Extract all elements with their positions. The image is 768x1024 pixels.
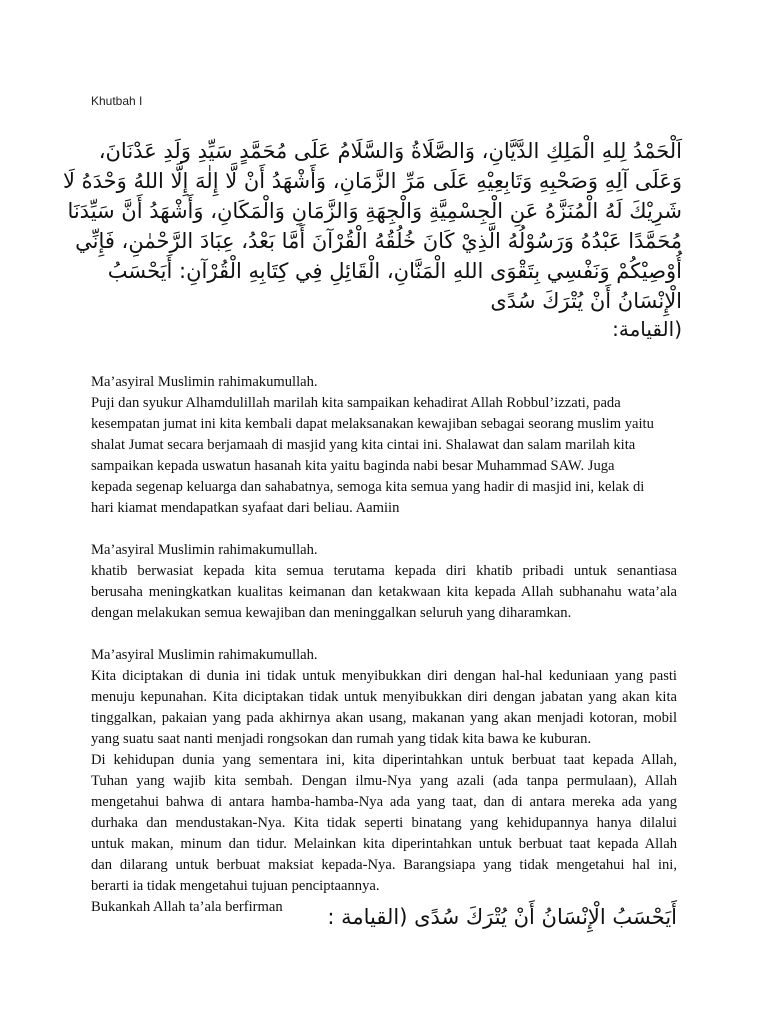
text-line: Bukankah Allah ta’ala berfirman (91, 899, 283, 915)
paragraph-purpose-of-creation (91, 645, 677, 918)
text-line: Ma’asyiral Muslimin rahimakumullah. (91, 374, 318, 390)
arabic-line: وَعَلَى آلِهِ وَصَحْبِهِ وَتَابِعِيْهِ عَلَى مَرِّ الزَّمَانِ، وَأَشْهَدُ أَنْ لَّا إِلٰهَ إِلَّا اللهُ وَحْدَهُ لَا (62, 169, 682, 193)
sermon-body (91, 372, 677, 939)
text-line: Ma’asyiral Muslimin rahimakumullah. (91, 647, 318, 663)
arabic-line: اَلْحَمْدُ لِلهِ الْمَلِكِ الدَّيَّانِ، وَالصَّلَاةُ وَالسَّلَامُ عَلَى مُحَمَّدٍ سَيِّدِ وَلَدِ عَدْنَانَ، (98, 139, 682, 163)
paragraph-opening-praise (91, 372, 677, 519)
arabic-line: مُحَمَّدًا عَبْدُهُ وَرَسُوْلُهُ الَّذِيْ كَانَ خُلُقُهُ الْقُرْآنَ أَمَّا بَعْدُ، عِبَادَ الرَّحْمٰنِ، فَإِنِّي (75, 229, 682, 253)
text-line: dan dilarang untuk berbuat maksiat kepada-Nya. Barangsiapa yang tidak mengetahui hal ini, (91, 857, 677, 873)
text-line: Kita diciptakan di dunia ini tidak untuk menyibukkan diri dengan hal-hal keduniaan yang pasti (91, 668, 677, 684)
arabic-line: الْإِنْسَانُ أَنْ يُتْرَكَ سُدًى (490, 289, 682, 313)
closing-ayah-quote: أَيَحْسَبُ الْإِنْسَانُ أَنْ يُتْرَكَ سُدًى (القيامة : (327, 905, 677, 929)
text-line: khatib berwasiat kepada kita semua terutama kepada diri khatib pribadi untuk senantiasa (91, 563, 677, 579)
text-line: Di kehidupan dunia yang sementara ini, kita diperintahkan untuk berbuat taat kepada Allah, (91, 752, 677, 768)
text-line: shalat Jumat secara berjamaah di masjid yang kita cintai ini. Shalawat dan salam marilah kita (91, 437, 636, 453)
text-line: kepada segenap keluarga dan sahabatnya, semoga kita semua yang hadir di masjid ini, kelak di (91, 479, 645, 495)
text-line: Puji dan syukur Alhamdulillah marilah kita sampaikan kehadirat Allah Robbul’izzati, pada (91, 395, 621, 411)
arabic-opening-text (62, 136, 682, 344)
text-line: hari kiamat mendapatkan syafaat dari beliau. Aamiin (91, 500, 400, 516)
text-line: menuju kepunahan. Kita diciptakan tidak untuk menyibukkan diri dengan jabatan yang akan kita (91, 689, 677, 705)
text-line: tinggalkan, pakaian yang pada akhirnya akan usang, makanan yang akan menjadi kotoran, mobil (91, 710, 677, 726)
paragraph-wasiat (91, 540, 677, 624)
text-line: berarti ia tidak mengetahui tujuan penciptaannya. (91, 878, 380, 894)
document-heading: Khutbah I (91, 94, 143, 108)
text-line: dengan melakukan semua kewajiban dan meninggalkan seluruh yang diharamkan. (91, 605, 572, 621)
arabic-surah-reference: (القيامة: (612, 317, 682, 341)
text-line: sampaikan kepada uswatun hasanah kita yaitu baginda nabi besar Muhammad SAW. Juga (91, 458, 615, 474)
text-line: berusaha meningkatkan kualitas keimanan dan ketakwaan kita kepada Allah subhanahu wata’ala (91, 584, 677, 600)
text-line: yang suatu saat nanti menjadi rongsokan dan rumah yang tidak kita bawa ke kuburan. (91, 731, 592, 747)
text-line: Ma’asyiral Muslimin rahimakumullah. (91, 542, 318, 558)
arabic-line: أُوْصِيْكُمْ وَنَفْسِي بِتَقْوَى اللهِ الْمَنَّانِ، الْقَائِلِ فِي كِتَابِهِ الْقُرْآنِ: أَيَحْسَبُ (107, 259, 682, 283)
text-line: Tuhan yang wajib kita sembah. Dengan ilmu-Nya yang azali (ada tanpa permulaan), Allah (91, 773, 677, 789)
text-line: untuk makan, minum dan tidur. Melainkan kita diperintahkan untuk berbuat taat kepada Allah (91, 836, 677, 852)
text-line: mengetahui bahwa di antara hamba-hamba-Nya ada yang taat, dan di antara mereka ada yang (91, 794, 677, 810)
text-line: kesempatan jumat ini kita kembali dapat melaksanakan kewajiban sebagai seorang muslim yaitu (91, 416, 654, 432)
text-line: durhaka dan mendustakan-Nya. Kita tidak seperti binatang yang kehidupannya hanya dilalui (91, 815, 677, 831)
arabic-line: شَرِيْكَ لَهُ الْمُنَزَّهُ عَنِ الْجِسْمِيَّةِ وَالْجِهَةِ وَالزَّمَانِ وَالْمَكَانِ، وَأَشْهَدُ أَنَّ سَيِّدَنَا (67, 199, 682, 223)
